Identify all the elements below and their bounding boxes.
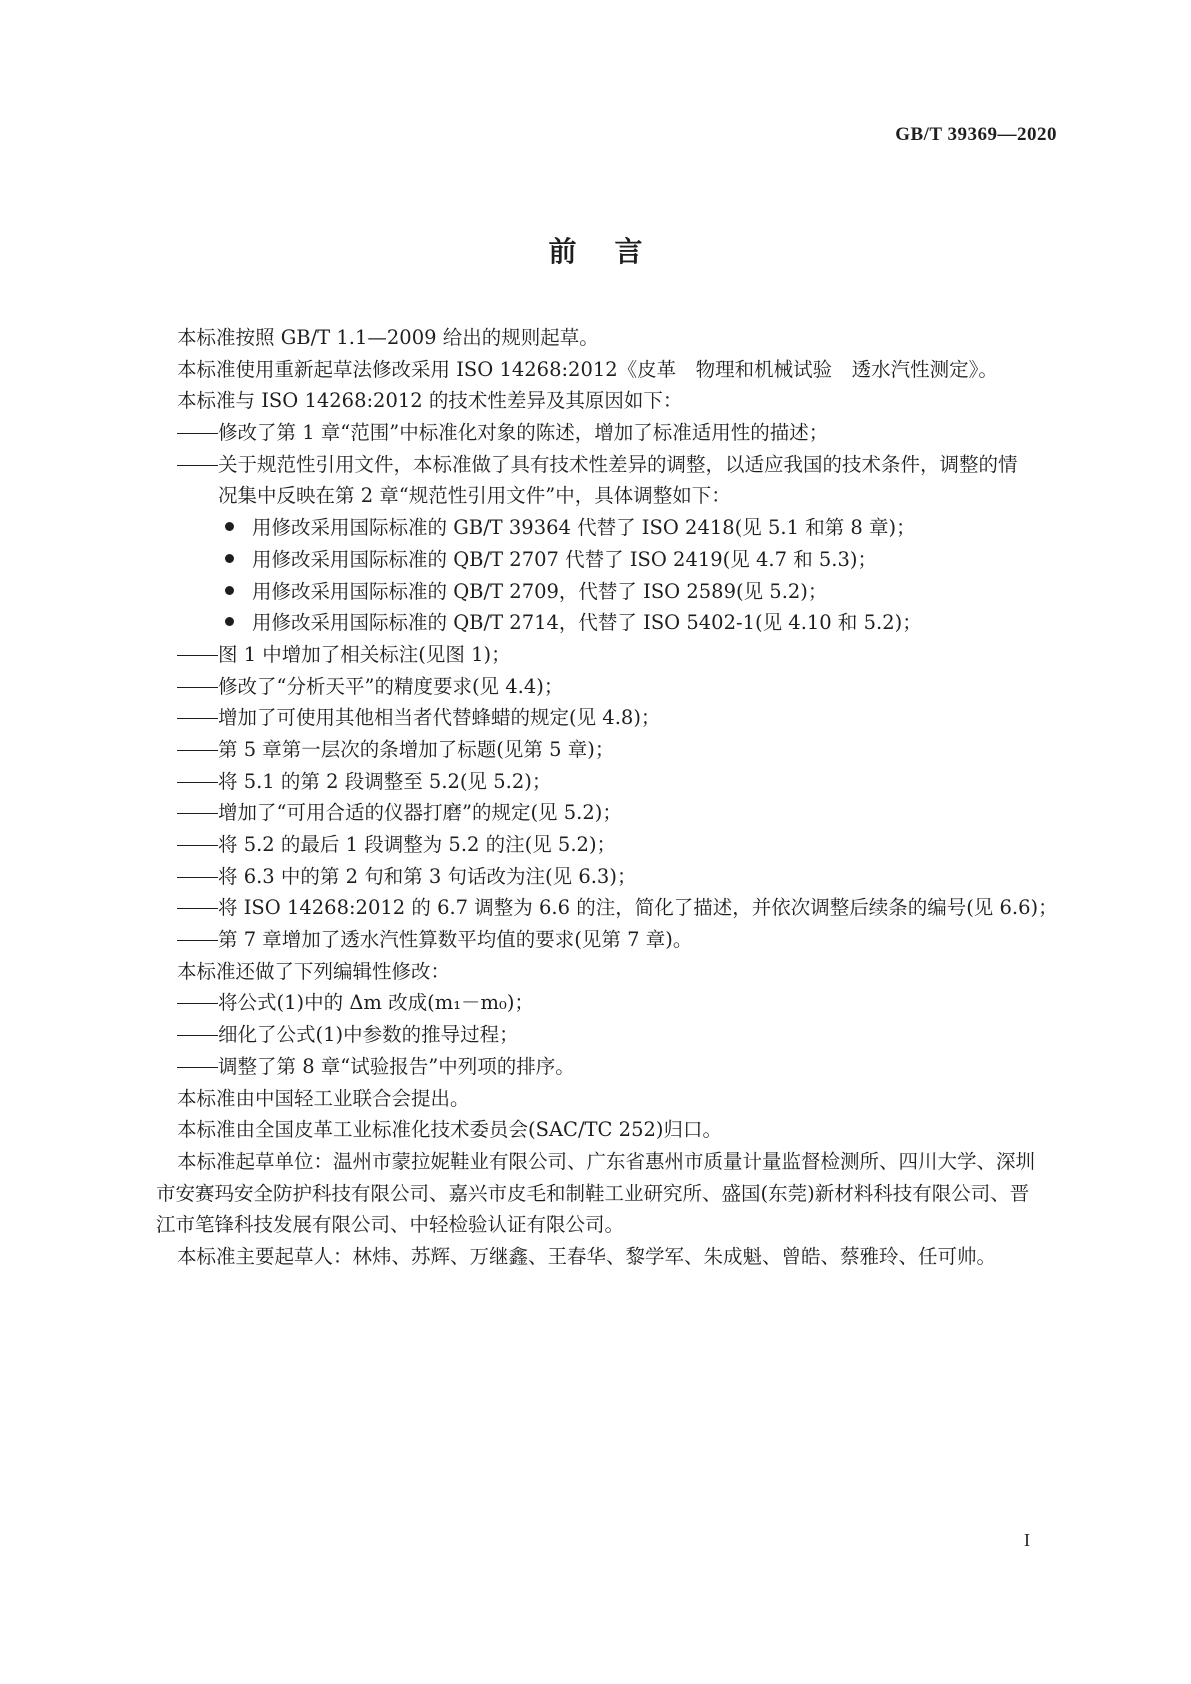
list-item-dash [177, 924, 1067, 956]
paragraph [177, 956, 1067, 988]
list-item-bullet [177, 544, 1067, 576]
paragraph [177, 1114, 1067, 1146]
em-dash-marker [177, 1035, 218, 1036]
line-text: 本标准由中国轻工业联合会提出。 [177, 1086, 470, 1110]
em-dash-marker [177, 1067, 218, 1068]
line-text: 将 6.3 中的第 2 句和第 3 句话改为注(见 6.3)； [218, 864, 637, 888]
em-dash-marker [177, 782, 218, 783]
list-item-dash [177, 861, 1067, 893]
line-text: 用修改采用国际标准的 QB/T 2714，代替了 ISO 5402-1(见 4.10 和 5.2)； [252, 611, 922, 635]
line-text: 本标准还做了下列编辑性修改： [177, 959, 451, 983]
bullet-icon [225, 617, 234, 626]
em-dash-marker [177, 1003, 218, 1004]
standard-number: GB/T 39369—2020 [895, 124, 1057, 145]
list-item-dash [177, 639, 1067, 671]
foreword-body [156, 322, 1067, 1273]
paragraph-continuation [156, 1209, 1067, 1241]
line-text: 增加了“可用合适的仪器打磨”的规定(见 5.2)； [218, 801, 622, 825]
line-text: 本标准使用重新起草法修改采用 ISO 14268:2012《皮革 物理和机械试验 透水汽性测定》。 [177, 357, 998, 381]
list-item-dash [177, 417, 1067, 449]
list-item-dash [177, 987, 1067, 1019]
em-dash-marker [177, 718, 218, 719]
em-dash-marker [177, 940, 218, 941]
list-item-dash [177, 671, 1067, 703]
em-dash-marker [177, 655, 218, 656]
line-text: 本标准由全国皮革工业标准化技术委员会(SAC/TC 252)归口。 [177, 1118, 722, 1142]
line-text: 本标准主要起草人：林炜、苏辉、万继鑫、王春华、黎学军、朱成魁、曾皓、蔡雅玲、任可帅。 [177, 1244, 997, 1268]
paragraph [177, 385, 1067, 417]
line-text: 将 ISO 14268:2012 的 6.7 调整为 6.6 的注，简化了描述，并依次调整后续条的编号(见 6.6)； [218, 896, 1058, 920]
list-item-dash [177, 892, 1067, 924]
paragraph [177, 354, 1067, 386]
line-text: 况集中反映在第 2 章“规范性引用文件”中，具体调整如下： [218, 484, 731, 508]
em-dash-marker [177, 908, 218, 909]
em-dash-marker [177, 465, 218, 466]
line-text: 调整了第 8 章“试验报告”中列项的排序。 [218, 1054, 575, 1078]
line-text: 本标准按照 GB/T 1.1—2009 给出的规则起草。 [177, 326, 599, 349]
page-title: 前言 [548, 235, 681, 268]
line-text: 将公式(1)中的 Δm 改成(m₁－m₀)； [218, 991, 534, 1015]
list-item-continuation [177, 480, 1067, 512]
line-text: 第 7 章增加了透水汽性算数平均值的要求(见第 7 章)。 [218, 928, 693, 952]
list-item-dash [177, 829, 1067, 861]
line-text: 增加了可使用其他相当者代替蜂蜡的规定(见 4.8)； [218, 706, 661, 730]
paragraph [177, 1146, 1067, 1178]
paragraph [177, 322, 1067, 354]
list-item-bullet [177, 576, 1067, 608]
line-text: 市安赛玛安全防护科技有限公司、嘉兴市皮毛和制鞋工业研究所、盛国(东莞)新材料科技有限公司、晋 [156, 1181, 1030, 1205]
em-dash-marker [177, 845, 218, 846]
em-dash-marker [177, 877, 218, 878]
em-dash-marker [177, 687, 218, 688]
em-dash-marker [177, 813, 218, 814]
line-text: 本标准与 ISO 14268:2012 的技术性差异及其原因如下： [177, 389, 683, 413]
paragraph [177, 1241, 1067, 1273]
line-text: 修改了“分析天平”的精度要求(见 4.4)； [218, 674, 564, 698]
bullet-icon [225, 554, 234, 563]
list-item-dash [177, 702, 1067, 734]
line-text: 将 5.1 的第 2 段调整至 5.2(见 5.2)； [218, 769, 552, 793]
page-number: I [1024, 1530, 1030, 1550]
line-text: 图 1 中增加了相关标注(见图 1)； [218, 642, 511, 666]
line-text: 用修改采用国际标准的 GB/T 39364 代替了 ISO 2418(见 5.1 和第 8 章)； [252, 516, 916, 540]
line-text: 关于规范性引用文件，本标准做了具有技术性差异的调整，以适应我国的技术条件，调整的情 [218, 452, 1018, 476]
line-text: 本标准起草单位：温州市蒙拉妮鞋业有限公司、广东省惠州市质量计量监督检测所、四川大学、深圳 [177, 1149, 1036, 1173]
list-item-dash [177, 1051, 1067, 1083]
line-text: 第 5 章第一层次的条增加了标题(见第 5 章)； [218, 737, 615, 761]
bullet-icon [225, 586, 234, 595]
bullet-icon [225, 522, 234, 531]
em-dash-marker [177, 750, 218, 751]
paragraph-continuation [156, 1178, 1067, 1210]
list-item-bullet [177, 512, 1067, 544]
list-item-bullet [177, 607, 1067, 639]
line-text: 将 5.2 的最后 1 段调整为 5.2 的注(见 5.2)； [218, 833, 617, 856]
line-text: 修改了第 1 章“范围”中标准化对象的陈述，增加了标准适用性的描述； [218, 421, 829, 445]
line-text: 细化了公式(1)中参数的推导过程； [218, 1023, 519, 1047]
line-text: 用修改采用国际标准的 QB/T 2707 代替了 ISO 2419(见 4.7 和 5.3)； [252, 547, 878, 571]
paragraph [177, 1083, 1067, 1115]
line-text: 用修改采用国际标准的 QB/T 2709，代替了 ISO 2589(见 5.2)； [252, 579, 828, 603]
em-dash-marker [177, 433, 218, 434]
list-item-dash [177, 797, 1067, 829]
list-item-dash [177, 766, 1067, 798]
line-text: 江市笔锋科技发展有限公司、中轻检验认证有限公司。 [156, 1213, 625, 1237]
list-item-dash [177, 449, 1067, 481]
list-item-dash [177, 1019, 1067, 1051]
list-item-dash [177, 734, 1067, 766]
